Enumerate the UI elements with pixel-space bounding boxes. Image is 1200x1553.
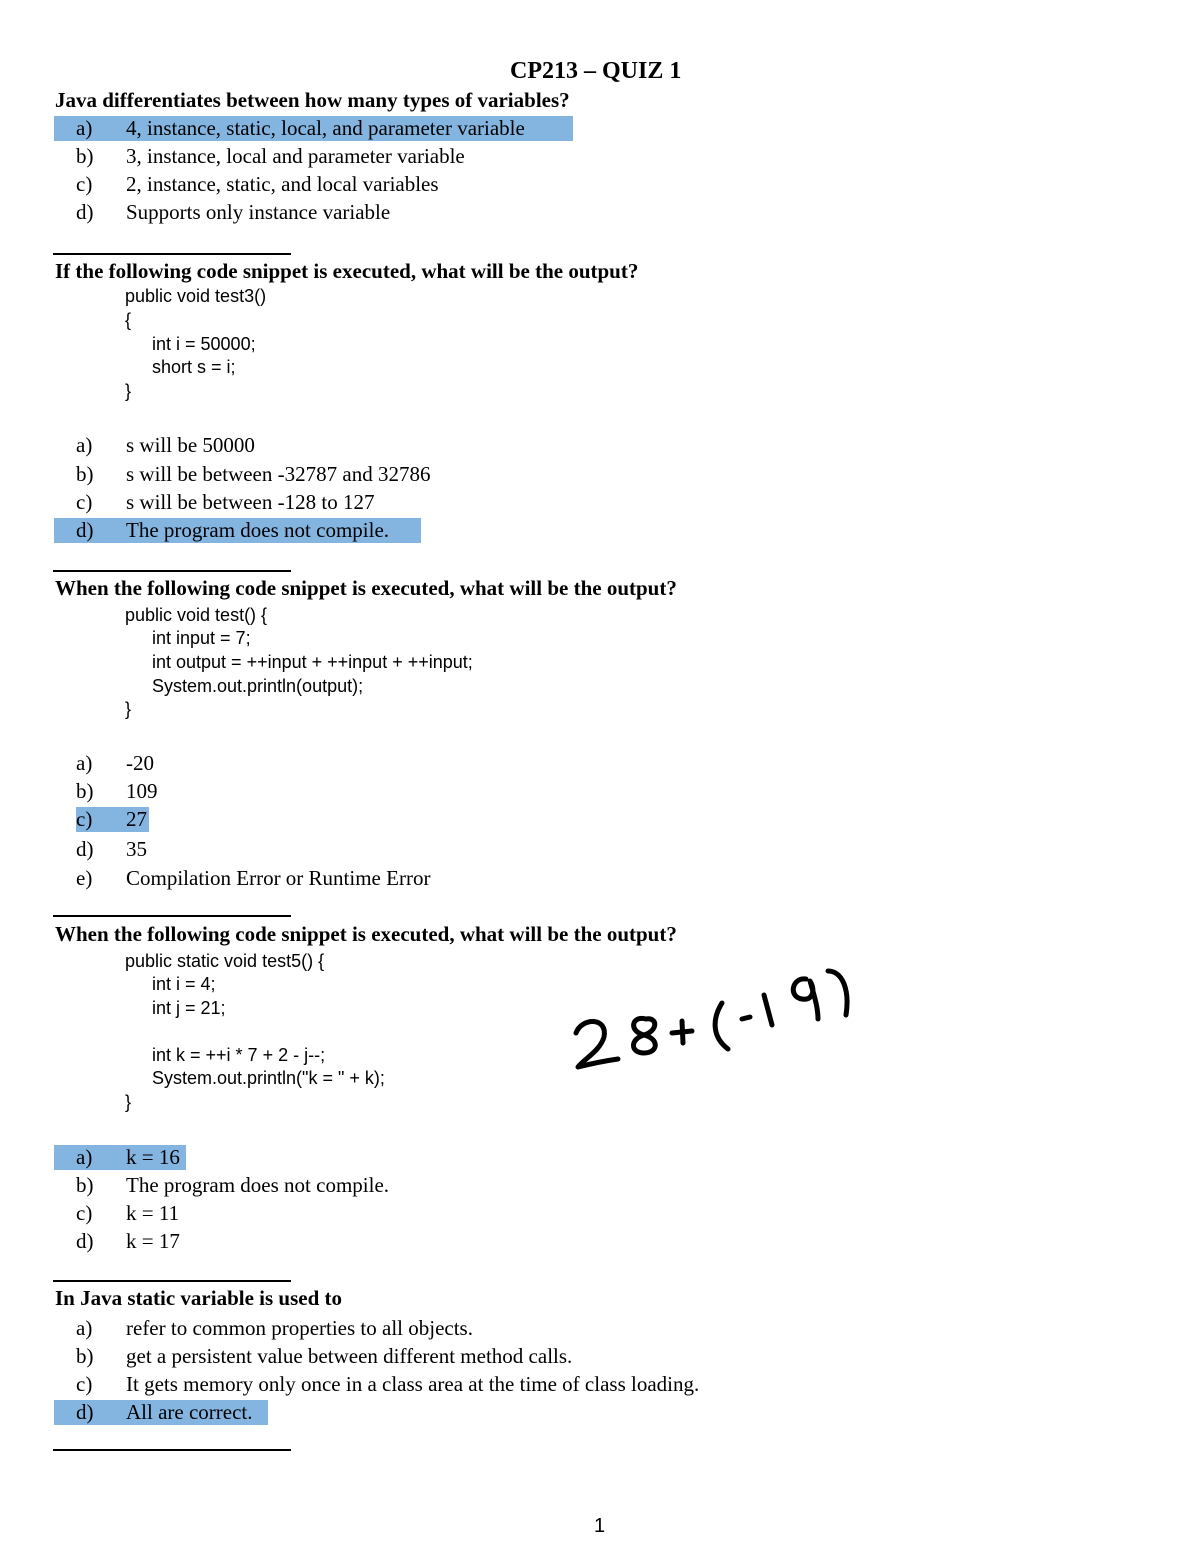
code-line: System.out.println("k = " + k); xyxy=(152,1068,385,1088)
question-5-text: In Java static variable is used to xyxy=(55,1286,343,1310)
code-line: int i = 50000; xyxy=(152,334,256,354)
code-line: int output = ++input + ++input + ++input; xyxy=(152,652,473,672)
code-line: int input = 7; xyxy=(152,628,251,648)
handwritten-stroke xyxy=(828,971,847,1015)
code-line: public static void test5() { xyxy=(125,951,325,971)
question-3-text: When the following code snippet is executed, what will be the output? xyxy=(55,576,677,600)
handwritten-stroke xyxy=(576,1021,618,1067)
code-line: { xyxy=(125,310,132,330)
handwritten-stroke xyxy=(715,1003,728,1049)
code-line: } xyxy=(125,381,132,401)
code-line: int j = 21; xyxy=(152,998,226,1018)
question-1-text: Java differentiates between how many types of variables? xyxy=(55,88,570,112)
code-line: short s = i; xyxy=(152,357,236,377)
handwritten-stroke xyxy=(634,1018,656,1053)
handwritten-stroke xyxy=(672,1021,692,1043)
divider xyxy=(53,1280,291,1282)
code-line: } xyxy=(125,699,132,719)
handwritten-stroke xyxy=(793,979,818,1019)
divider xyxy=(53,253,291,255)
code-line: } xyxy=(125,1092,132,1112)
divider xyxy=(53,1449,291,1451)
code-line: int k = ++i * 7 + 2 - j--; xyxy=(152,1045,326,1065)
question-4-text: When the following code snippet is executed, what will be the output? xyxy=(55,922,677,946)
code-line: System.out.println(output); xyxy=(152,676,364,696)
handwritten-stroke xyxy=(742,1017,750,1019)
divider xyxy=(53,570,291,572)
page-title: CP213 – QUIZ 1 xyxy=(510,58,682,84)
divider xyxy=(53,915,291,917)
code-line: public void test() { xyxy=(125,605,268,625)
handwritten-note-drawing xyxy=(560,955,860,1080)
page-number: 1 xyxy=(594,1515,606,1537)
question-2-text: If the following code snippet is executed, what will be the output? xyxy=(55,259,639,283)
code-line: int i = 4; xyxy=(152,974,216,994)
code-line: public void test3() xyxy=(125,286,267,306)
handwritten-stroke xyxy=(764,995,772,1025)
